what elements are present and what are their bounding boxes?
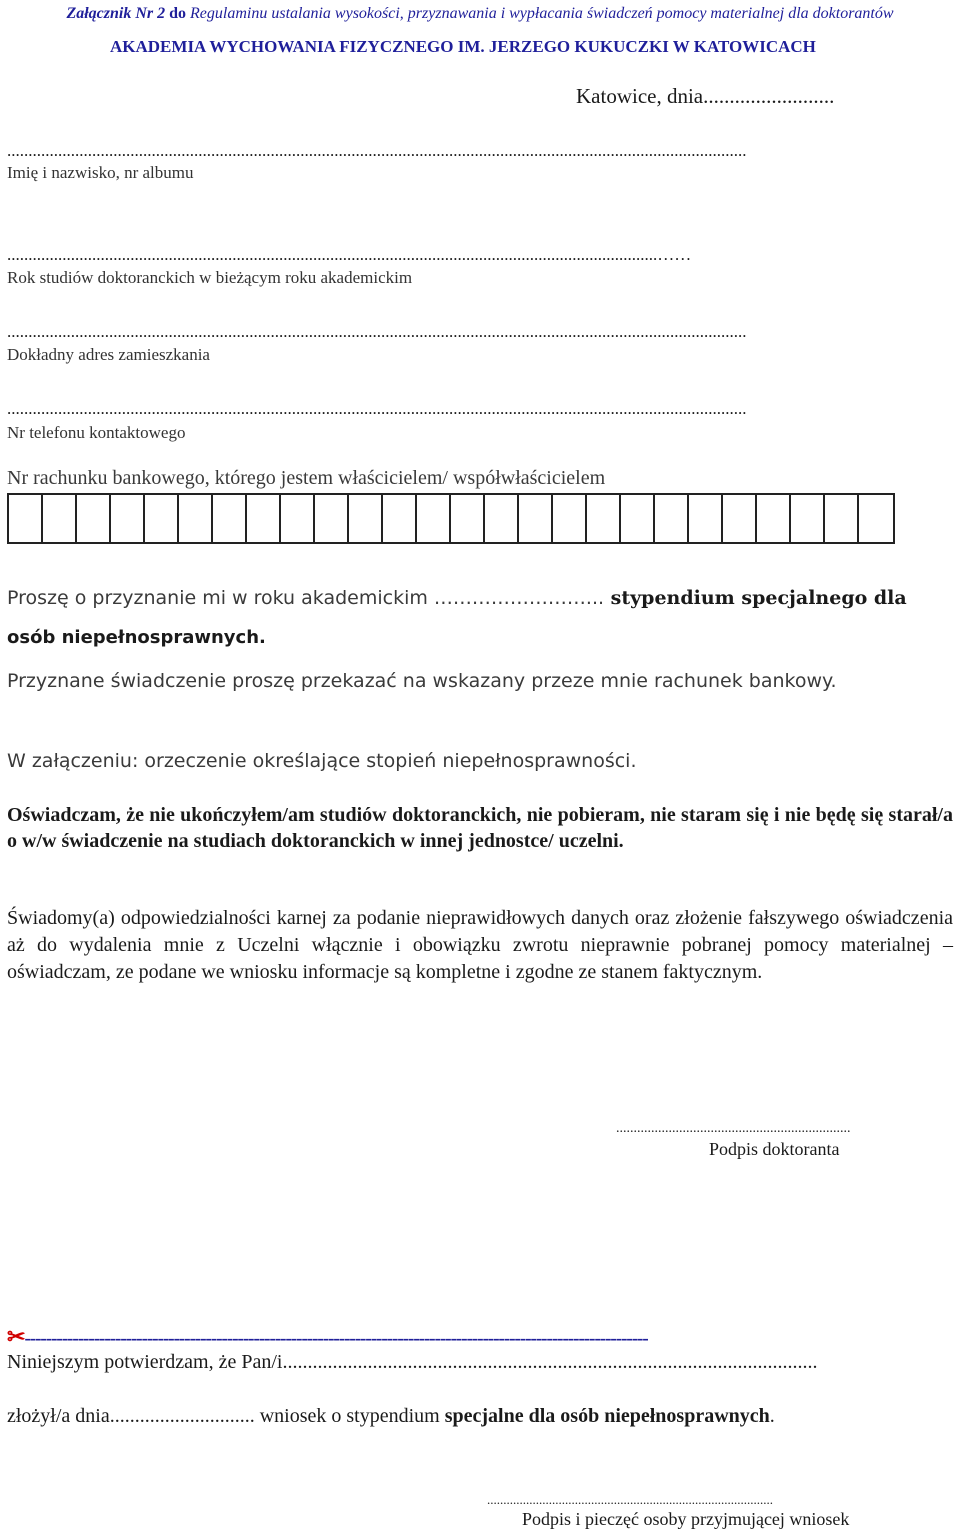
annex-number: Załącznik Nr 2 bbox=[66, 5, 166, 22]
scissors-icon: ✂ bbox=[7, 1324, 25, 1349]
student-signature-dots[interactable]: ................................................................... bbox=[616, 1121, 851, 1136]
year-field-label: Rok studiów doktoranckich w bieżącym roku akademickim bbox=[7, 268, 413, 287]
annex-header bbox=[0, 5, 960, 23]
request-line2: osób niepełnosprawnych. bbox=[7, 627, 266, 648]
account-digit-cell[interactable] bbox=[757, 495, 791, 542]
account-digit-cell[interactable] bbox=[485, 495, 519, 542]
request-line bbox=[7, 587, 907, 609]
account-digit-cell[interactable] bbox=[77, 495, 111, 542]
phone-field-label: Nr telefonu kontaktowego bbox=[7, 423, 186, 442]
name-field-label: Imię i nazwisko, nr albumu bbox=[7, 163, 194, 182]
account-digit-cell[interactable] bbox=[9, 495, 43, 542]
cut-line bbox=[7, 1324, 648, 1350]
account-digit-cell[interactable] bbox=[451, 495, 485, 542]
account-digit-cell[interactable] bbox=[383, 495, 417, 542]
year-field-dots[interactable]: .........................................................................................................................................................…… bbox=[7, 245, 692, 264]
account-digit-cell[interactable] bbox=[43, 495, 77, 542]
account-digit-cell[interactable] bbox=[247, 495, 281, 542]
phone-field-dots[interactable]: .............................................................................................................................................................................. bbox=[7, 399, 747, 418]
account-digit-cell[interactable] bbox=[213, 495, 247, 542]
account-digit-cell[interactable] bbox=[621, 495, 655, 542]
submission-end: . bbox=[769, 1405, 775, 1427]
staff-signature-label: Podpis i pieczęć osoby przyjmującej wniosek bbox=[522, 1509, 850, 1529]
account-digit-cell[interactable] bbox=[349, 495, 383, 542]
student-signature-label: Podpis doktoranta bbox=[709, 1139, 840, 1159]
account-digit-cell[interactable] bbox=[315, 495, 349, 542]
account-digit-cell[interactable] bbox=[723, 495, 757, 542]
annex-regulation-title: Regulaminu ustalania wysokości, przyznawania i wypłacania świadczeń pomocy materialnej dla doktorantów bbox=[190, 5, 894, 22]
annex-connector: do bbox=[165, 5, 191, 22]
submission-text: złożył/a dnia............................. wniosek o stypendium bbox=[7, 1405, 445, 1427]
request-text: Proszę o przyznanie mi w roku akademickim bbox=[7, 587, 434, 609]
account-digit-cell[interactable] bbox=[111, 495, 145, 542]
account-digit-cell[interactable] bbox=[417, 495, 451, 542]
account-digit-cell[interactable] bbox=[791, 495, 825, 542]
account-digit-cell[interactable] bbox=[179, 495, 213, 542]
account-digit-cell[interactable] bbox=[145, 495, 179, 542]
address-field-dots[interactable]: .............................................................................................................................................................................. bbox=[7, 322, 747, 341]
account-digit-cell[interactable] bbox=[281, 495, 315, 542]
account-digit-cell[interactable] bbox=[587, 495, 621, 542]
scholarship-type: stypendium specjalnego dla bbox=[604, 587, 907, 609]
academic-year-field[interactable]: ……………………... bbox=[433, 587, 605, 609]
date-field[interactable]: Katowice, dnia......................... bbox=[576, 84, 835, 108]
bank-account-label: Nr rachunku bankowego, którego jestem właścicielem/ współwłaścicielem bbox=[7, 467, 606, 489]
transfer-statement: Przyznane świadczenie proszę przekazać na wskazany przeze mnie rachunek bankowy. bbox=[7, 670, 837, 692]
account-digit-cell[interactable] bbox=[553, 495, 587, 542]
attachment-statement: W załączeniu: orzeczenie określające stopień niepełnosprawności. bbox=[7, 750, 637, 772]
bank-account-grid[interactable] bbox=[7, 493, 895, 544]
account-digit-cell[interactable] bbox=[519, 495, 553, 542]
declaration-text: Oświadczam, że nie ukończyłem/am studiów doktoranckich, nie pobieram, nie staram się i nie będę się starał/a o w/w świadczenie na studiach doktoranckich w innej jednostce/ uczelni. bbox=[7, 804, 953, 852]
liability-statement: Świadomy(a) odpowiedzialności karnej za podanie nieprawidłowych danych oraz złożenie fałszywego oświadczenia aż do wydalenia mnie z Uczelni włącznie i obowiązku zwrotu nieprawnie pobranej pomocy materialnej – oświadczam, ze podane we wniosku informacje są kompletne i zgodne ze stanem faktycznym. bbox=[7, 907, 953, 983]
submission-scholarship-type: specjalne dla osób niepełnosprawnych bbox=[444, 1405, 770, 1427]
account-digit-cell[interactable] bbox=[655, 495, 689, 542]
name-field-dots[interactable]: .............................................................................................................................................................................. bbox=[7, 141, 747, 160]
submission-line bbox=[7, 1405, 775, 1428]
staff-signature-dots[interactable]: ........................................................................................ bbox=[487, 1492, 773, 1507]
address-field-label: Dokładny adres zamieszkania bbox=[7, 345, 210, 364]
account-digit-cell[interactable] bbox=[825, 495, 859, 542]
cut-line-dashes: --------------------------------------------------------------------------------------------------------------------- bbox=[24, 1328, 648, 1349]
account-digit-cell[interactable] bbox=[859, 495, 893, 542]
confirmation-line[interactable]: Niniejszym potwierdzam, że Pan/i........................................................................................................... bbox=[7, 1351, 818, 1373]
university-name: AKADEMIA WYCHOWANIA FIZYCZNEGO IM. JERZEGO KUKUCZKI W KATOWICACH bbox=[110, 37, 816, 56]
account-digit-cell[interactable] bbox=[689, 495, 723, 542]
